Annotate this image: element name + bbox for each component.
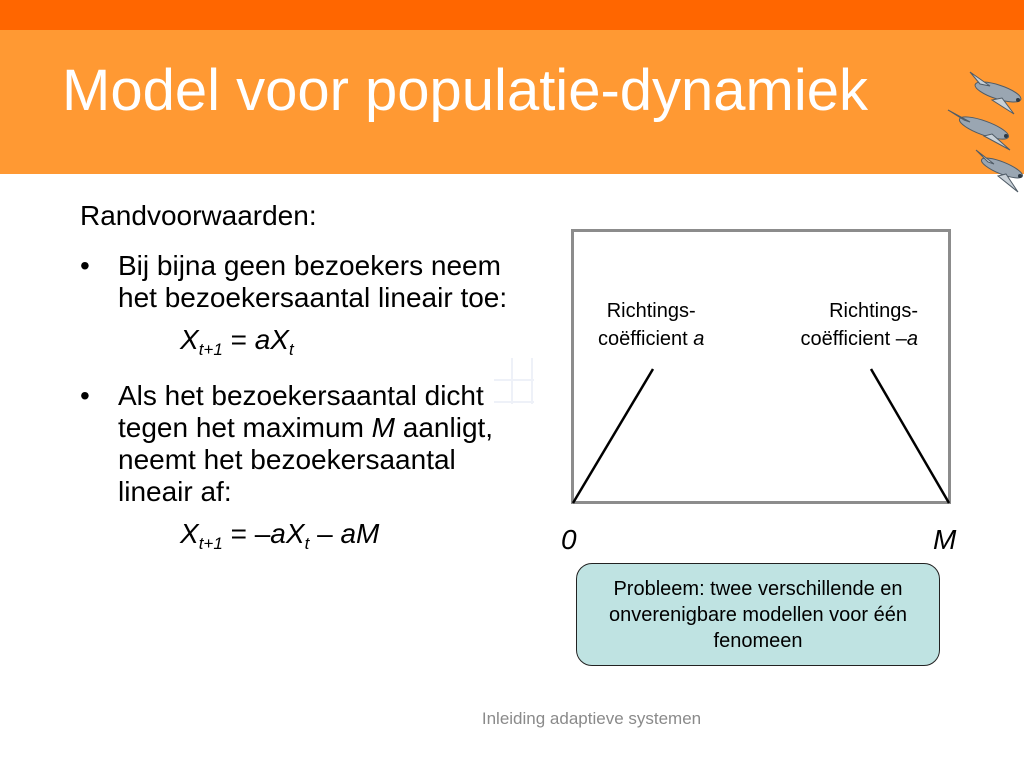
problem-callout [576,563,940,666]
formula1-lhs-sub: t+1 [198,340,223,359]
formula2-lhs-sub: t+1 [198,534,223,553]
header-top-strip [0,0,1024,30]
flying-fish-icon [940,70,1024,205]
formula2-rhs-sub: t [304,534,310,553]
right-slope-label [768,297,918,353]
bullet-dot: • [80,250,90,281]
formula-1 [80,324,510,359]
left-label-line1: Richtings- [606,300,696,322]
bullet-var-m: M [371,412,395,443]
bullet-text-2b: aanligt, neemt het bezoekersaantal lineair af: [118,412,494,507]
formula1-equals: = [222,324,255,355]
formula1-lhs-var: X [180,324,199,355]
bullet-item-2 [80,380,510,508]
formula2-equals: = [222,518,255,549]
slide-footer: Inleiding adaptieve systemen [481,709,702,728]
bullet-dot: • [80,380,90,411]
axis-start-label: 0 [561,524,577,555]
formula2-rhs-var: X [285,518,305,549]
right-label-minus: – [895,328,907,350]
falling-line [871,369,949,503]
left-label-var: a [693,328,705,350]
right-label-line1: Richtings- [829,300,918,322]
bullet-text-2a: Als het bezoekersaantal dicht tegen het maximum [118,380,484,443]
bullet-item-1 [80,250,510,314]
left-label-line2-wrap: coëfficient a [598,328,705,350]
formula-2 [80,518,510,553]
formula1-rhs-sub: t [288,340,294,359]
intro-text: Randvoorwaarden: [80,200,317,231]
left-slope-label [598,297,704,353]
formula1-coef: a [254,324,271,355]
diagram-lines [571,229,951,505]
right-label-line2-wrap: coëfficient –a [800,328,918,350]
bullet-list [80,250,510,553]
rising-line [573,369,653,503]
formula1-rhs-var: X [270,324,289,355]
problem-text: Probleem: twee verschillende en onverenigbare modellen voor één fenomeen [609,577,907,652]
spacer [80,366,510,380]
content-area [80,200,510,560]
slide-title: Model voor populatie-dynamiek [62,58,868,123]
formula2-minus2: – [309,518,341,549]
right-label-var: a [906,328,918,350]
bullet-text-1: Bij bijna geen bezoekers neem het bezoekersaantal lineair toe: [118,250,508,313]
formula2-minus: – [254,518,271,549]
axis-end-label: M [933,524,957,555]
formula2-tail: aM [340,518,380,549]
placeholder-grid-icon [492,354,536,406]
formula2-coef: a [270,518,286,549]
formula2-lhs-var: X [180,518,199,549]
